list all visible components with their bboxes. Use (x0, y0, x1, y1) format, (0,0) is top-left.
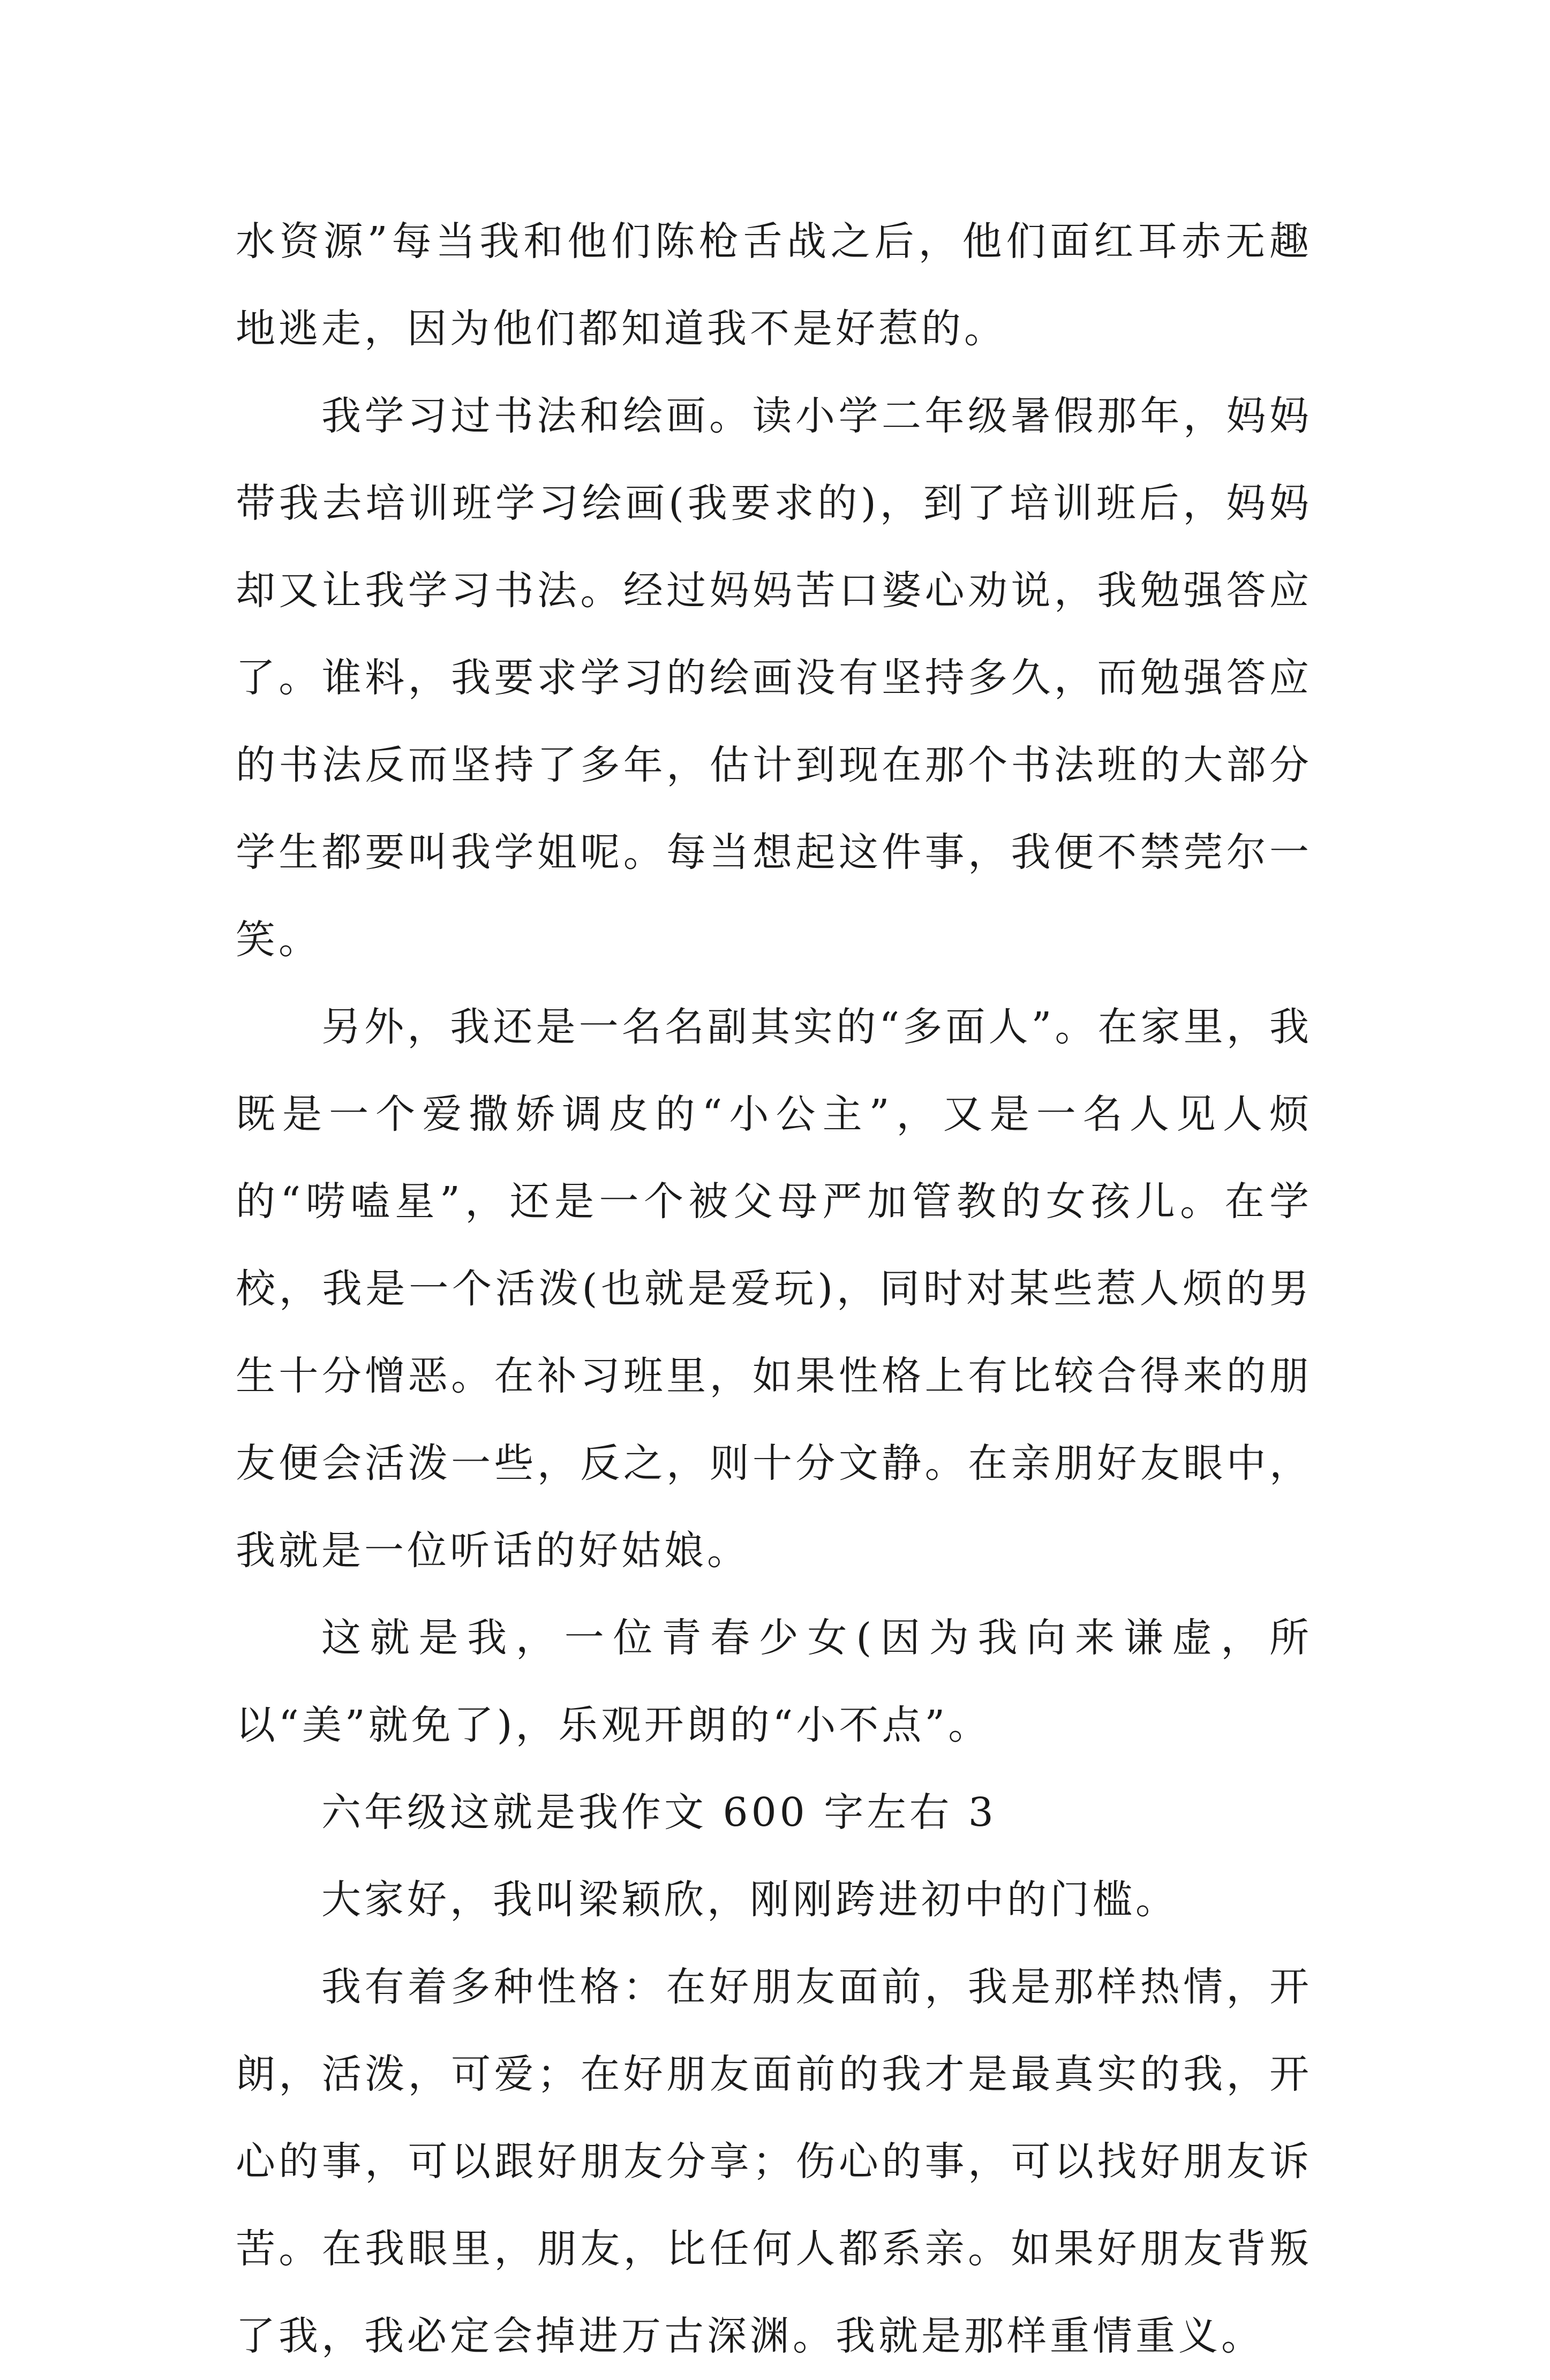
paragraph-5: 大家好，我叫梁颖欣，刚刚跨进初中的门槛。 (321, 1877, 1178, 1923)
section-heading: 六年级这就是我作文 600 字左右 3 (321, 1789, 997, 1835)
document-body (236, 198, 1312, 2380)
paragraph-1: 水资源”每当我和他们陈枪舌战之后，他们面红耳赤无趣地逃走，因为他们都知道我不是好惹的。 (236, 218, 1312, 352)
paragraph-2: 我学习过书法和绘画。读小学二年级暑假那年，妈妈带我去培训班学习绘画(我要求的)，到了培训班后，妈妈却又让我学习书法。经过妈妈苦口婆心劝说，我勉强答应了。谁料，我要求学习的绘画没有坚持多久，而勉强答应的书法反而坚持了多年，估计到现在那个书法班的大部分学生都要叫我学姐呢。每当想起这件事，我便不禁莞尔一笑。 (236, 393, 1312, 963)
paragraph-3: 另外，我还是一名名副其实的“多面人”。在家里，我既是一个爱撒娇调皮的“小公主”，又是一名人见人烦的“唠嗑星”，还是一个被父母严加管教的女孩儿。在学校，我是一个活泼(也就是爱玩)，同时对某些惹人烦的男生十分憎恶。在补习班里，如果性格上有比较合得来的朋友便会活泼一些，反之，则十分文静。在亲朋好友眼中，我就是一位听话的好姑娘。 (236, 1004, 1312, 1574)
paragraph-4: 这就是我，一位青春少女(因为我向来谦虚，所以“美”就免了)，乐观开朗的“小不点”。 (236, 1615, 1312, 1748)
paragraph-6: 我有着多种性格：在好朋友面前，我是那样热情，开朗，活泼，可爱；在好朋友面前的我才是最真实的我，开心的事，可以跟好朋友分享；伤心的事，可以找好朋友诉苦。在我眼里，朋友，比任何人都系亲。如果好朋友背叛了我，我必定会掉进万古深渊。我就是那样重情重义。 (236, 1964, 1312, 2359)
